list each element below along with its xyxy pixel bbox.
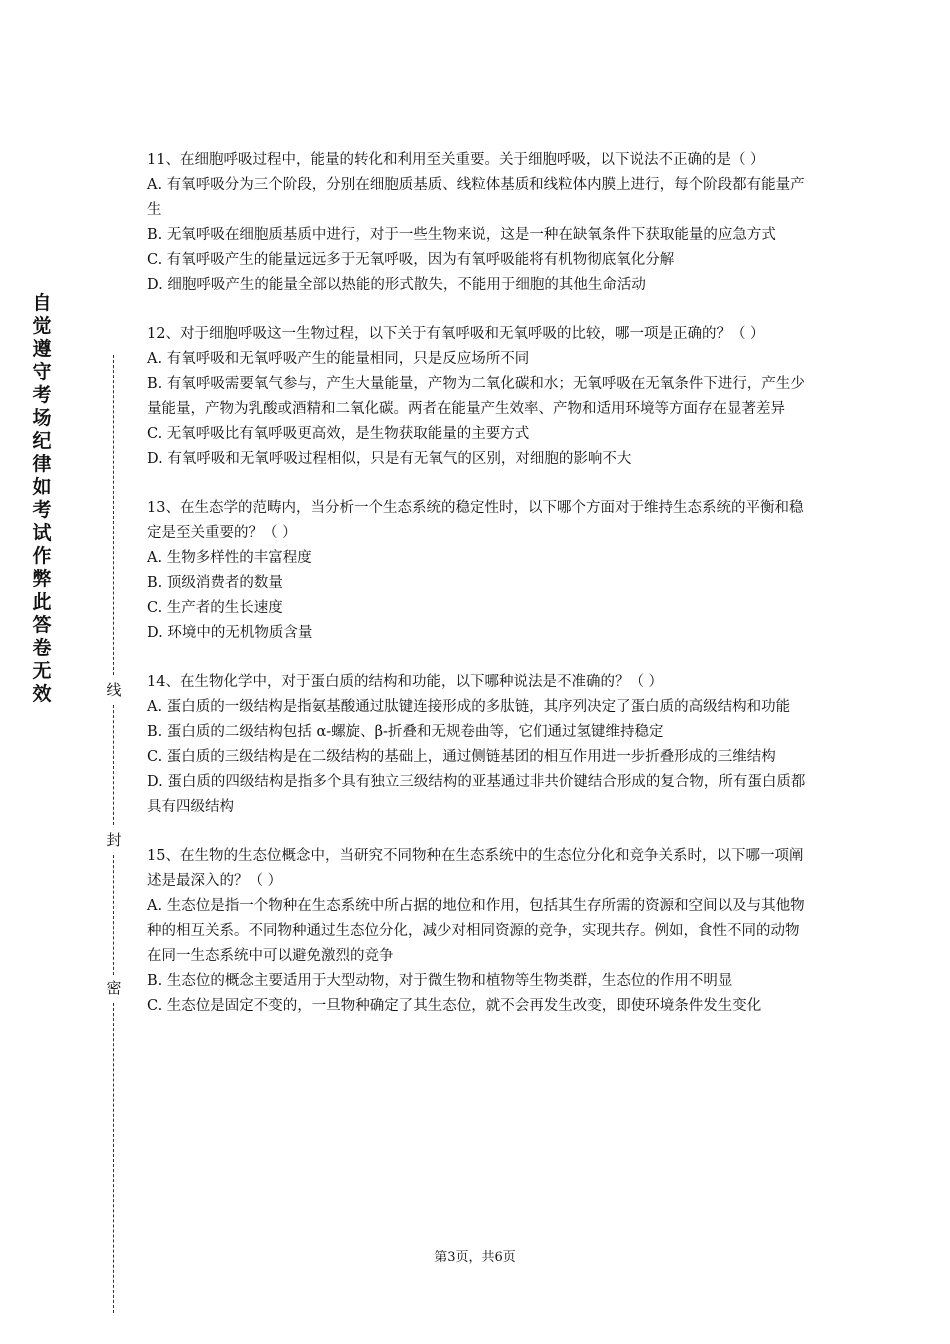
question-stem: 12、对于细胞呼吸这一生物过程，以下关于有氧呼吸和无氧呼吸的比较，哪一项是正确的？（ ） <box>147 326 765 342</box>
option-d: D. 环境中的无机物质含量 <box>147 625 313 641</box>
option-b: B. 有氧呼吸需要氧气参与，产生大量能量，产物为二氧化碳和水；无氧呼吸在无氧条件下进行，产生少量能量，产物为乳酸或酒精和二氧化碳。两者在能量产生效率、产物和适用环境等方面存在显著差异 <box>147 376 805 417</box>
question-stem: 14、在生物化学中，对于蛋白质的结构和功能，以下哪种说法是不准确的？（ ） <box>147 674 664 690</box>
question-14 <box>147 670 809 820</box>
exam-discipline-notice: 自觉遵守考场纪律如考试作弊此答卷无效 <box>32 292 52 705</box>
option-c: C. 有氧呼吸产生的能量远远多于无氧呼吸，因为有氧呼吸能将有机物彻底氧化分解 <box>147 252 675 268</box>
option-b: B. 顶级消费者的数量 <box>147 575 283 591</box>
option-c: C. 无氧呼吸比有氧呼吸更高效，是生物获取能量的主要方式 <box>147 426 530 442</box>
binding-dashed-line <box>113 855 114 975</box>
question-15 <box>147 844 809 1019</box>
option-a: A. 有氧呼吸分为三个阶段，分别在细胞质基质、线粒体基质和线粒体内膜上进行，每个阶段都有能量产生 <box>147 177 805 218</box>
option-b: B. 蛋白质的二级结构包括 α-螺旋、β-折叠和无规卷曲等，它们通过氢键维持稳定 <box>147 724 664 740</box>
binding-dashed-line <box>113 355 114 675</box>
page-number: 第3页，共6页 <box>434 1250 516 1265</box>
seal-mark-seal: 封 <box>104 830 124 850</box>
option-a: A. 生物多样性的丰富程度 <box>147 550 312 566</box>
option-c: C. 生态位是固定不变的，一旦物种确定了其生态位，就不会再发生改变，即使环境条件发生变化 <box>147 998 762 1014</box>
question-stem: 13、在生态学的范畴内，当分析一个生态系统的稳定性时，以下哪个方面对于维持生态系统的平衡和稳定是至关重要的？（ ） <box>147 500 804 541</box>
seal-mark-line: 线 <box>104 680 124 700</box>
binding-dashed-line <box>113 1003 114 1313</box>
option-a: A. 有氧呼吸和无氧呼吸产生的能量相同，只是反应场所不同 <box>147 351 530 367</box>
binding-dashed-line <box>113 705 114 825</box>
option-b: B. 生态位的概念主要适用于大型动物，对于微生物和植物等生物类群，生态位的作用不明显 <box>147 973 733 989</box>
question-list <box>147 148 809 1043</box>
option-d: D. 蛋白质的四级结构是指多个具有独立三级结构的亚基通过非共价键结合形成的复合物，所有蛋白质都具有四级结构 <box>147 774 806 815</box>
seal-mark-secret: 密 <box>104 978 124 998</box>
option-d: D. 细胞呼吸产生的能量全部以热能的形式散失，不能用于细胞的其他生命活动 <box>147 277 646 293</box>
option-d: D. 有氧呼吸和无氧呼吸过程相似，只是有无氧气的区别，对细胞的影响不大 <box>147 451 632 467</box>
question-13 <box>147 496 809 646</box>
option-a: A. 生态位是指一个物种在生态系统中所占据的地位和作用，包括其生存所需的资源和空间以及与其他物种的相互关系。不同物种通过生态位分化，减少对相同资源的竞争，实现共存。例如，食性不同的动物在同一生态系统中可以避免激烈的竞争 <box>147 898 805 964</box>
question-11 <box>147 148 809 298</box>
option-a: A. 蛋白质的一级结构是指氨基酸通过肽键连接形成的多肽链，其序列决定了蛋白质的高级结构和功能 <box>147 699 791 715</box>
option-c: C. 蛋白质的三级结构是在二级结构的基础上，通过侧链基团的相互作用进一步折叠形成的三维结构 <box>147 749 776 765</box>
option-b: B. 无氧呼吸在细胞质基质中进行，对于一些生物来说，这是一种在缺氧条件下获取能量的应急方式 <box>147 227 776 243</box>
question-stem: 11、在细胞呼吸过程中，能量的转化和利用至关重要。关于细胞呼吸，以下说法不正确的是（ ） <box>147 152 765 168</box>
question-stem: 15、在生物的生态位概念中，当研究不同物种在生态系统中的生态位分化和竞争关系时，以下哪一项阐述是最深入的？（ ） <box>147 848 804 889</box>
option-c: C. 生产者的生长速度 <box>147 600 283 616</box>
question-12 <box>147 322 809 472</box>
